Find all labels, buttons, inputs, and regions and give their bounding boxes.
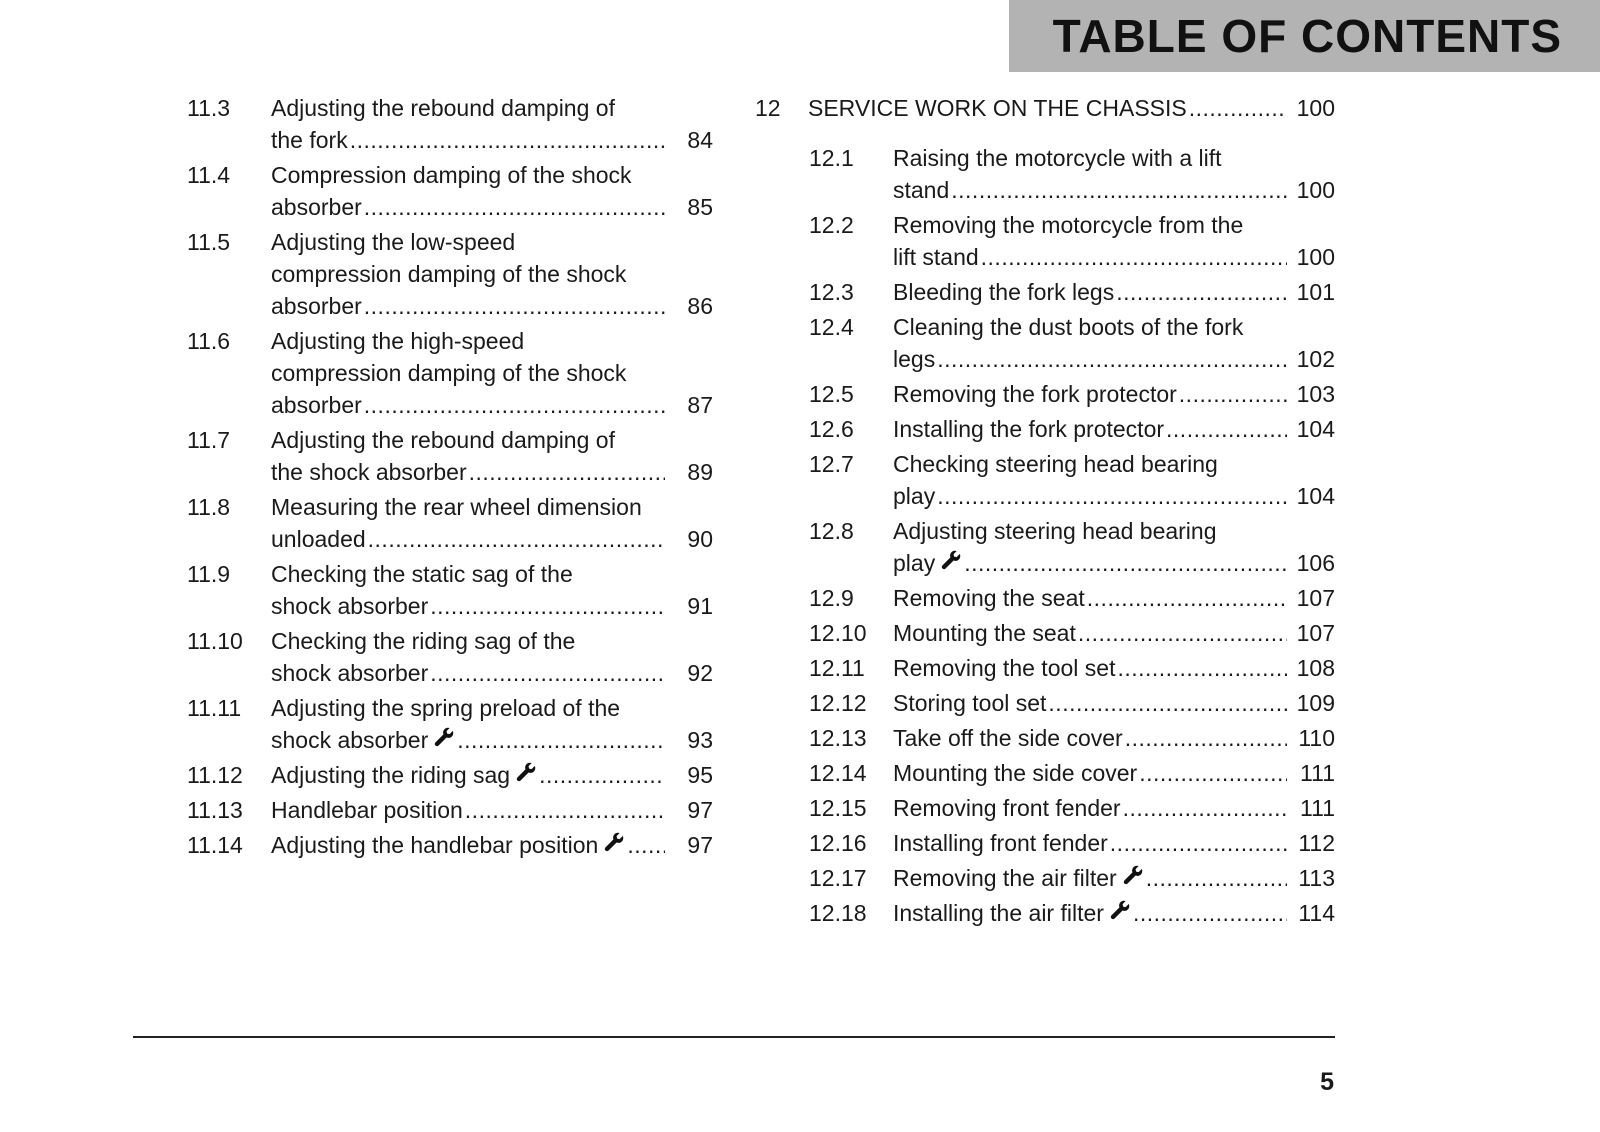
entry-number: 11.8 <box>187 494 231 520</box>
entry-page-number: 90 <box>687 526 713 552</box>
entry-page-number: 108 <box>1296 655 1335 681</box>
toc-entry-12-10[interactable] <box>809 617 1335 649</box>
dot-leader <box>430 590 665 622</box>
dot-leader <box>981 241 1287 273</box>
page-title: TABLE OF CONTENTS <box>1052 10 1562 62</box>
dot-leader <box>1117 652 1287 684</box>
page-number: 5 <box>1320 1068 1334 1096</box>
entry-page-number: 107 <box>1296 585 1335 611</box>
dot-leader <box>469 456 665 488</box>
toc-entry-11-3[interactable] <box>187 92 713 156</box>
dot-leader <box>364 389 665 421</box>
entry-page-number: 85 <box>687 194 713 220</box>
entry-page-number: 87 <box>687 392 713 418</box>
dot-leader <box>1110 827 1287 859</box>
entry-number: 11.3 <box>187 95 231 121</box>
toc-entry-12-5[interactable] <box>809 378 1335 410</box>
toc-entry-12-9[interactable] <box>809 582 1335 614</box>
entry-number: 12.12 <box>809 690 867 716</box>
entry-page-number: 102 <box>1296 346 1335 372</box>
wrench-icon <box>1122 862 1144 884</box>
entry-page-number: 97 <box>687 832 713 858</box>
toc-entry-11-4[interactable] <box>187 159 713 223</box>
dot-leader <box>1166 413 1287 445</box>
dot-leader <box>1133 897 1287 929</box>
entry-number: 12.13 <box>809 725 867 751</box>
entry-title-line: Storing tool set <box>893 690 1047 716</box>
entry-title-line: Checking the static sag of the <box>271 561 573 587</box>
entry-page-number: 101 <box>1296 279 1335 305</box>
entry-number: 11.14 <box>187 832 243 858</box>
entry-title-line: Removing the motorcycle from the <box>893 212 1244 238</box>
entry-number: 12.15 <box>809 795 867 821</box>
entry-number: 11.11 <box>187 695 242 721</box>
dot-leader <box>1125 722 1287 754</box>
entry-title-line: Adjusting the high-speed <box>271 328 525 354</box>
entry-number: 12.8 <box>809 518 854 544</box>
toc-entry-12-1[interactable] <box>809 142 1335 206</box>
entry-title-line: Measuring the rear wheel dimension <box>271 494 642 520</box>
toc-entry-12-6[interactable] <box>809 413 1335 445</box>
entry-page-number: 104 <box>1296 483 1335 509</box>
entry-title-line: Installing the air filter <box>893 900 1104 926</box>
toc-entry-12-3[interactable] <box>809 276 1335 308</box>
toc-entry-12-11[interactable] <box>809 652 1335 684</box>
dot-leader <box>539 759 665 791</box>
toc-entry-11-14[interactable] <box>187 829 713 861</box>
entry-page-number: 95 <box>687 762 713 788</box>
dot-leader <box>1087 582 1287 614</box>
dot-leader <box>465 794 665 826</box>
entry-title-line: the shock absorber <box>271 459 467 485</box>
dot-leader <box>1139 757 1287 789</box>
dot-leader <box>350 124 665 156</box>
entry-number: 12.16 <box>809 830 867 856</box>
entry-title-line: play <box>893 483 936 509</box>
entry-page-number: 100 <box>1296 95 1335 121</box>
dot-leader <box>627 829 665 861</box>
entry-title-line: Adjusting the riding sag <box>271 762 511 788</box>
dot-leader <box>457 724 665 756</box>
toc-entry-12-15[interactable] <box>809 792 1335 824</box>
entry-title-line: Mounting the seat <box>893 620 1076 646</box>
toc-entry-12-14[interactable] <box>809 757 1335 789</box>
entry-title-line: Removing the air filter <box>893 865 1117 891</box>
dot-leader <box>1146 862 1287 894</box>
toc-entry-12-16[interactable] <box>809 827 1335 859</box>
entry-title-line: legs <box>893 346 936 372</box>
entry-title-line: Removing the fork protector <box>893 381 1177 407</box>
entry-number: 11.9 <box>187 561 231 587</box>
entry-number: 12.5 <box>809 381 854 407</box>
entry-number: 12 <box>755 95 781 121</box>
toc-entry-11-8[interactable] <box>187 491 713 555</box>
dot-leader <box>1078 617 1287 649</box>
entry-number: 12.1 <box>809 145 854 171</box>
entry-page-number: 100 <box>1296 244 1335 270</box>
entry-page-number: 104 <box>1296 416 1335 442</box>
entry-title-line: Adjusting steering head bearing <box>893 518 1217 544</box>
entry-title-line: Adjusting the rebound damping of <box>271 427 615 453</box>
entry-page-number: 111 <box>1300 795 1335 821</box>
dot-leader <box>430 657 665 689</box>
entry-title-line: lift stand <box>893 244 979 270</box>
entry-number: 12.4 <box>809 314 854 340</box>
entry-title-line: Raising the motorcycle with a lift <box>893 145 1222 171</box>
entry-page-number: 113 <box>1298 865 1335 891</box>
entry-page-number: 103 <box>1296 381 1335 407</box>
entry-title-line: Removing front fender <box>893 795 1121 821</box>
entry-title-line: Installing the fork protector <box>893 416 1165 442</box>
entry-page-number: 106 <box>1296 550 1335 576</box>
entry-number: 12.6 <box>809 416 854 442</box>
entry-title-line: Cleaning the dust boots of the fork <box>893 314 1244 340</box>
dot-leader <box>951 174 1287 206</box>
toc-left-column <box>187 92 713 864</box>
entry-number: 12.11 <box>809 655 865 681</box>
entry-title-line: Compression damping of the shock <box>271 162 632 188</box>
toc-entry-11-13[interactable] <box>187 794 713 826</box>
entry-title-line: Removing the tool set <box>893 655 1116 681</box>
entry-page-number: 86 <box>687 293 713 319</box>
entry-number: 11.4 <box>187 162 231 188</box>
toc-entry-12-12[interactable] <box>809 687 1335 719</box>
entry-title-line: stand <box>893 177 950 203</box>
entry-title-line: Adjusting the rebound damping of <box>271 95 615 121</box>
entry-title-line: Take off the side cover <box>893 725 1123 751</box>
entry-page-number: 84 <box>687 127 713 153</box>
entry-number: 12.18 <box>809 900 867 926</box>
dot-leader <box>1189 92 1287 124</box>
header-banner <box>1009 0 1600 72</box>
entry-number: 12.3 <box>809 279 854 305</box>
entry-title-line: SERVICE WORK ON THE CHASSIS <box>808 95 1187 121</box>
entry-number: 12.17 <box>809 865 867 891</box>
dot-leader <box>937 480 1287 512</box>
dot-leader <box>1116 276 1287 308</box>
dot-leader <box>1048 687 1287 719</box>
entry-number: 12.7 <box>809 451 854 477</box>
entry-title-line: shock absorber <box>271 727 429 753</box>
entry-title-line: absorber <box>271 293 362 319</box>
entry-number: 11.10 <box>187 628 243 654</box>
toc-entry-12-13[interactable] <box>809 722 1335 754</box>
wrench-icon <box>1109 897 1131 919</box>
toc-entry-11-12[interactable] <box>187 759 713 791</box>
dot-leader <box>937 343 1287 375</box>
wrench-icon <box>940 547 962 569</box>
dot-leader <box>364 191 665 223</box>
entry-title-line: Adjusting the spring preload of the <box>271 695 621 721</box>
toc-entry-11-11[interactable] <box>187 692 713 756</box>
entry-page-number: 114 <box>1298 900 1335 926</box>
entry-page-number: 111 <box>1300 760 1335 786</box>
toc-entry-11-9[interactable] <box>187 558 713 622</box>
entry-title-line: shock absorber <box>271 593 429 619</box>
entry-number: 12.14 <box>809 760 867 786</box>
dot-leader <box>364 290 665 322</box>
entry-number: 11.6 <box>187 328 231 354</box>
entry-title-line: Handlebar position <box>271 797 463 823</box>
entry-title-line: Adjusting the handlebar position <box>271 832 599 858</box>
entry-page-number: 97 <box>687 797 713 823</box>
entry-number: 12.2 <box>809 212 854 238</box>
entry-title-line: Checking the riding sag of the <box>271 628 576 654</box>
entry-title-line: compression damping of the shock <box>271 360 627 386</box>
entry-title-line: Adjusting the low-speed <box>271 229 516 255</box>
entry-title-line: the fork <box>271 127 348 153</box>
toc-entry-12-2[interactable] <box>809 209 1335 273</box>
entry-title-line: absorber <box>271 194 362 220</box>
toc-entry-12-18[interactable] <box>809 897 1335 929</box>
entry-title-line: play <box>893 550 936 576</box>
entry-title-line: Bleeding the fork legs <box>893 279 1115 305</box>
entry-number: 11.13 <box>187 797 243 823</box>
footer-divider <box>133 1036 1335 1038</box>
entry-title-line: Removing the seat <box>893 585 1085 611</box>
wrench-icon <box>433 724 455 746</box>
entry-number: 12.10 <box>809 620 867 646</box>
entry-title-line: Mounting the side cover <box>893 760 1138 786</box>
toc-entry-11-7[interactable] <box>187 424 713 488</box>
toc-entry-12-8[interactable] <box>809 515 1335 579</box>
entry-title-line: Installing front fender <box>893 830 1108 856</box>
dot-leader <box>368 523 665 555</box>
entry-page-number: 112 <box>1298 830 1335 856</box>
entry-page-number: 89 <box>687 459 713 485</box>
dot-leader <box>1123 792 1287 824</box>
dot-leader <box>1179 378 1287 410</box>
wrench-icon <box>515 759 537 781</box>
entry-title-line: unloaded <box>271 526 366 552</box>
toc-entry-11-5[interactable] <box>187 226 713 322</box>
toc-right-column <box>755 92 1335 932</box>
dot-leader <box>964 547 1287 579</box>
entry-page-number: 110 <box>1298 725 1335 751</box>
entry-title-line: Checking steering head bearing <box>893 451 1218 477</box>
entry-number: 11.12 <box>187 762 243 788</box>
toc-entry-12-17[interactable] <box>809 862 1335 894</box>
entry-page-number: 91 <box>687 593 713 619</box>
entry-number: 12.9 <box>809 585 854 611</box>
entry-number: 11.7 <box>187 427 231 453</box>
toc-entry-12-7[interactable] <box>809 448 1335 512</box>
entry-page-number: 93 <box>687 727 713 753</box>
toc-entry-11-10[interactable] <box>187 625 713 689</box>
entry-title-line: absorber <box>271 392 362 418</box>
entry-number: 11.5 <box>187 229 231 255</box>
entry-title-line: compression damping of the shock <box>271 261 627 287</box>
entry-page-number: 92 <box>687 660 713 686</box>
entry-page-number: 109 <box>1296 690 1335 716</box>
wrench-icon <box>603 829 625 851</box>
entry-title-line: shock absorber <box>271 660 429 686</box>
toc-entry-chapter-12[interactable] <box>755 92 1335 124</box>
entry-page-number: 107 <box>1296 620 1335 646</box>
entry-page-number: 100 <box>1296 177 1335 203</box>
toc-entry-12-4[interactable] <box>809 311 1335 375</box>
toc-entry-11-6[interactable] <box>187 325 713 421</box>
